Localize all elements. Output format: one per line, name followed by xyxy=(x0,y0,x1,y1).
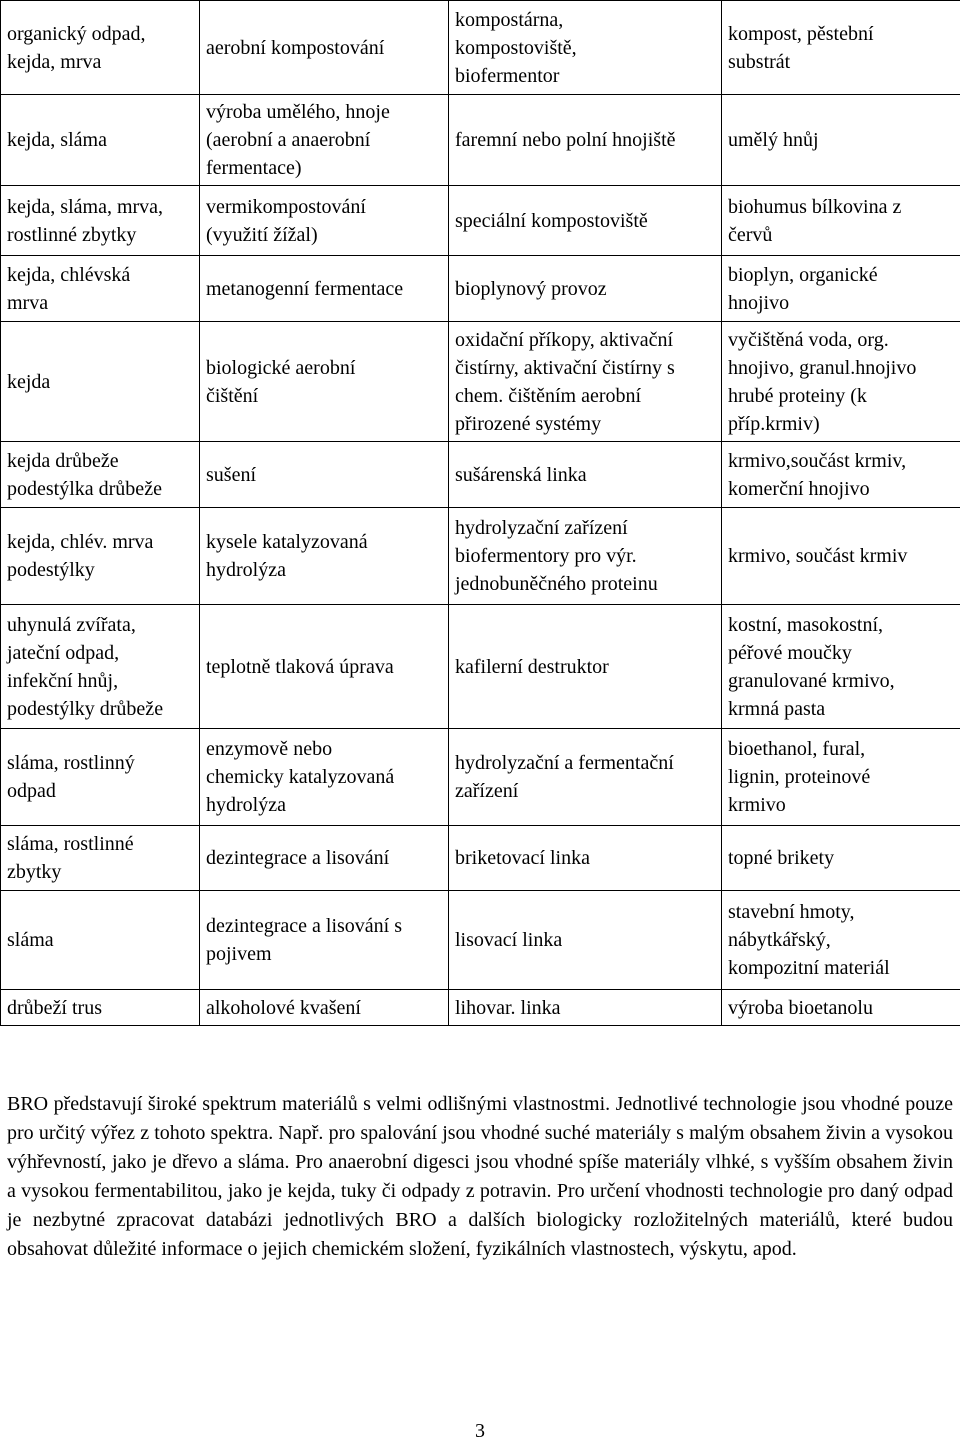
cell-material: sláma xyxy=(1,891,200,990)
cell-material: drůbeží trus xyxy=(1,990,200,1026)
table-row xyxy=(1,891,960,990)
cell-material: kejda xyxy=(1,322,200,442)
cell-technology: biologické aerobní čištění xyxy=(200,322,449,442)
cell-technology: teplotně tlaková úprava xyxy=(200,605,449,729)
cell-facility: lihovar. linka xyxy=(449,990,722,1026)
cell-product: stavební hmoty, nábytkářský, kompozitní materiál xyxy=(722,891,960,990)
cell-technology: kysele katalyzovaná hydrolýza xyxy=(200,508,449,605)
cell-material: sláma, rostlinné zbytky xyxy=(1,826,200,891)
table-row xyxy=(1,990,960,1026)
cell-product: bioethanol, fural, lignin, proteinové krmivo xyxy=(722,729,960,826)
cell-product: krmivo, součást krmiv xyxy=(722,508,960,605)
cell-material: kejda, sláma xyxy=(1,95,200,186)
cell-product: vyčištěná voda, org. hnojivo, granul.hnojivo hrubé proteiny (k příp.krmiv) xyxy=(722,322,960,442)
cell-technology: enzymově nebo chemicky katalyzovaná hydrolýza xyxy=(200,729,449,826)
cell-material: kejda drůbeže podestýlka drůbeže xyxy=(1,442,200,508)
cell-product: kompost, pěstební substrát xyxy=(722,1,960,95)
cell-product: kostní, masokostní, péřové moučky granulované krmivo, krmná pasta xyxy=(722,605,960,729)
cell-product: bioplyn, organické hnojivo xyxy=(722,256,960,322)
cell-material: sláma, rostlinný odpad xyxy=(1,729,200,826)
cell-product: umělý hnůj xyxy=(722,95,960,186)
table-row xyxy=(1,729,960,826)
cell-product: výroba bioetanolu xyxy=(722,990,960,1026)
cell-technology: sušení xyxy=(200,442,449,508)
table-row xyxy=(1,508,960,605)
cell-facility: oxidační příkopy, aktivační čistírny, aktivační čistírny s chem. čištěním aerobní přirozené systémy xyxy=(449,322,722,442)
cell-material: kejda, chlévská mrva xyxy=(1,256,200,322)
cell-technology: dezintegrace a lisování s pojivem xyxy=(200,891,449,990)
cell-technology: metanogenní fermentace xyxy=(200,256,449,322)
cell-technology: vermikompostování (využití žížal) xyxy=(200,186,449,256)
cell-facility: bioplynový provoz xyxy=(449,256,722,322)
cell-technology: aerobní kompostování xyxy=(200,1,449,95)
table-row xyxy=(1,95,960,186)
cell-technology: dezintegrace a lisování xyxy=(200,826,449,891)
cell-facility: hydrolyzační zařízení biofermentory pro výr. jednobuněčného proteinu xyxy=(449,508,722,605)
cell-product: topné brikety xyxy=(722,826,960,891)
cell-technology: alkoholové kvašení xyxy=(200,990,449,1026)
cell-product: krmivo,součást krmiv, komerční hnojivo xyxy=(722,442,960,508)
cell-material: kejda, sláma, mrva, rostlinné zbytky xyxy=(1,186,200,256)
cell-facility: briketovací linka xyxy=(449,826,722,891)
page-number: 3 xyxy=(475,1420,485,1442)
cell-material: uhynulá zvířata, jateční odpad, infekční hnůj, podestýlky drůbeže xyxy=(1,605,200,729)
table-row xyxy=(1,186,960,256)
cell-facility: lisovací linka xyxy=(449,891,722,990)
body-paragraph: BRO představují široké spektrum materiálů s velmi odlišnými vlastnostmi. Jednotlivé technologie jsou vhodné pouze pro určitý výřez z tohoto spektra. Např. pro spalování jsou vhodné suché materiály s malým obsahem živin a vysokou výhřevností, jako je dřevo a sláma. Pro anaerobní digesci jsou vhodné spíše materiály vlhké, s vyšším obsahem živin a vysokou fermentabilitou, jako je kejda, tuky či odpady z potravin. Pro určení vhodnosti technologie pro daný odpad je nezbytné zpracovat databázi jednotlivých BRO a dalších biologicky rozložitelných materiálů, které budou obsahovat důležité informace o jejich chemickém složení, fyzikálních vlastnostech, výskytu, apod. xyxy=(7,1093,953,1260)
cell-facility: kompostárna, kompostoviště, biofermentor xyxy=(449,1,722,95)
cell-material: organický odpad, kejda, mrva xyxy=(1,1,200,95)
table-row xyxy=(1,256,960,322)
cell-facility: faremní nebo polní hnojiště xyxy=(449,95,722,186)
cell-product: biohumus bílkovina z červů xyxy=(722,186,960,256)
table-row xyxy=(1,442,960,508)
table-row xyxy=(1,1,960,95)
cell-facility: speciální kompostoviště xyxy=(449,186,722,256)
table-row xyxy=(1,826,960,891)
table-row xyxy=(1,605,960,729)
cell-facility: kafilerní destruktor xyxy=(449,605,722,729)
cell-technology: výroba umělého, hnoje (aerobní a anaerobní fermentace) xyxy=(200,95,449,186)
table-row xyxy=(1,322,960,442)
cell-facility: hydrolyzační a fermentační zařízení xyxy=(449,729,722,826)
cell-facility: sušárenská linka xyxy=(449,442,722,508)
cell-material: kejda, chlév. mrva podestýlky xyxy=(1,508,200,605)
